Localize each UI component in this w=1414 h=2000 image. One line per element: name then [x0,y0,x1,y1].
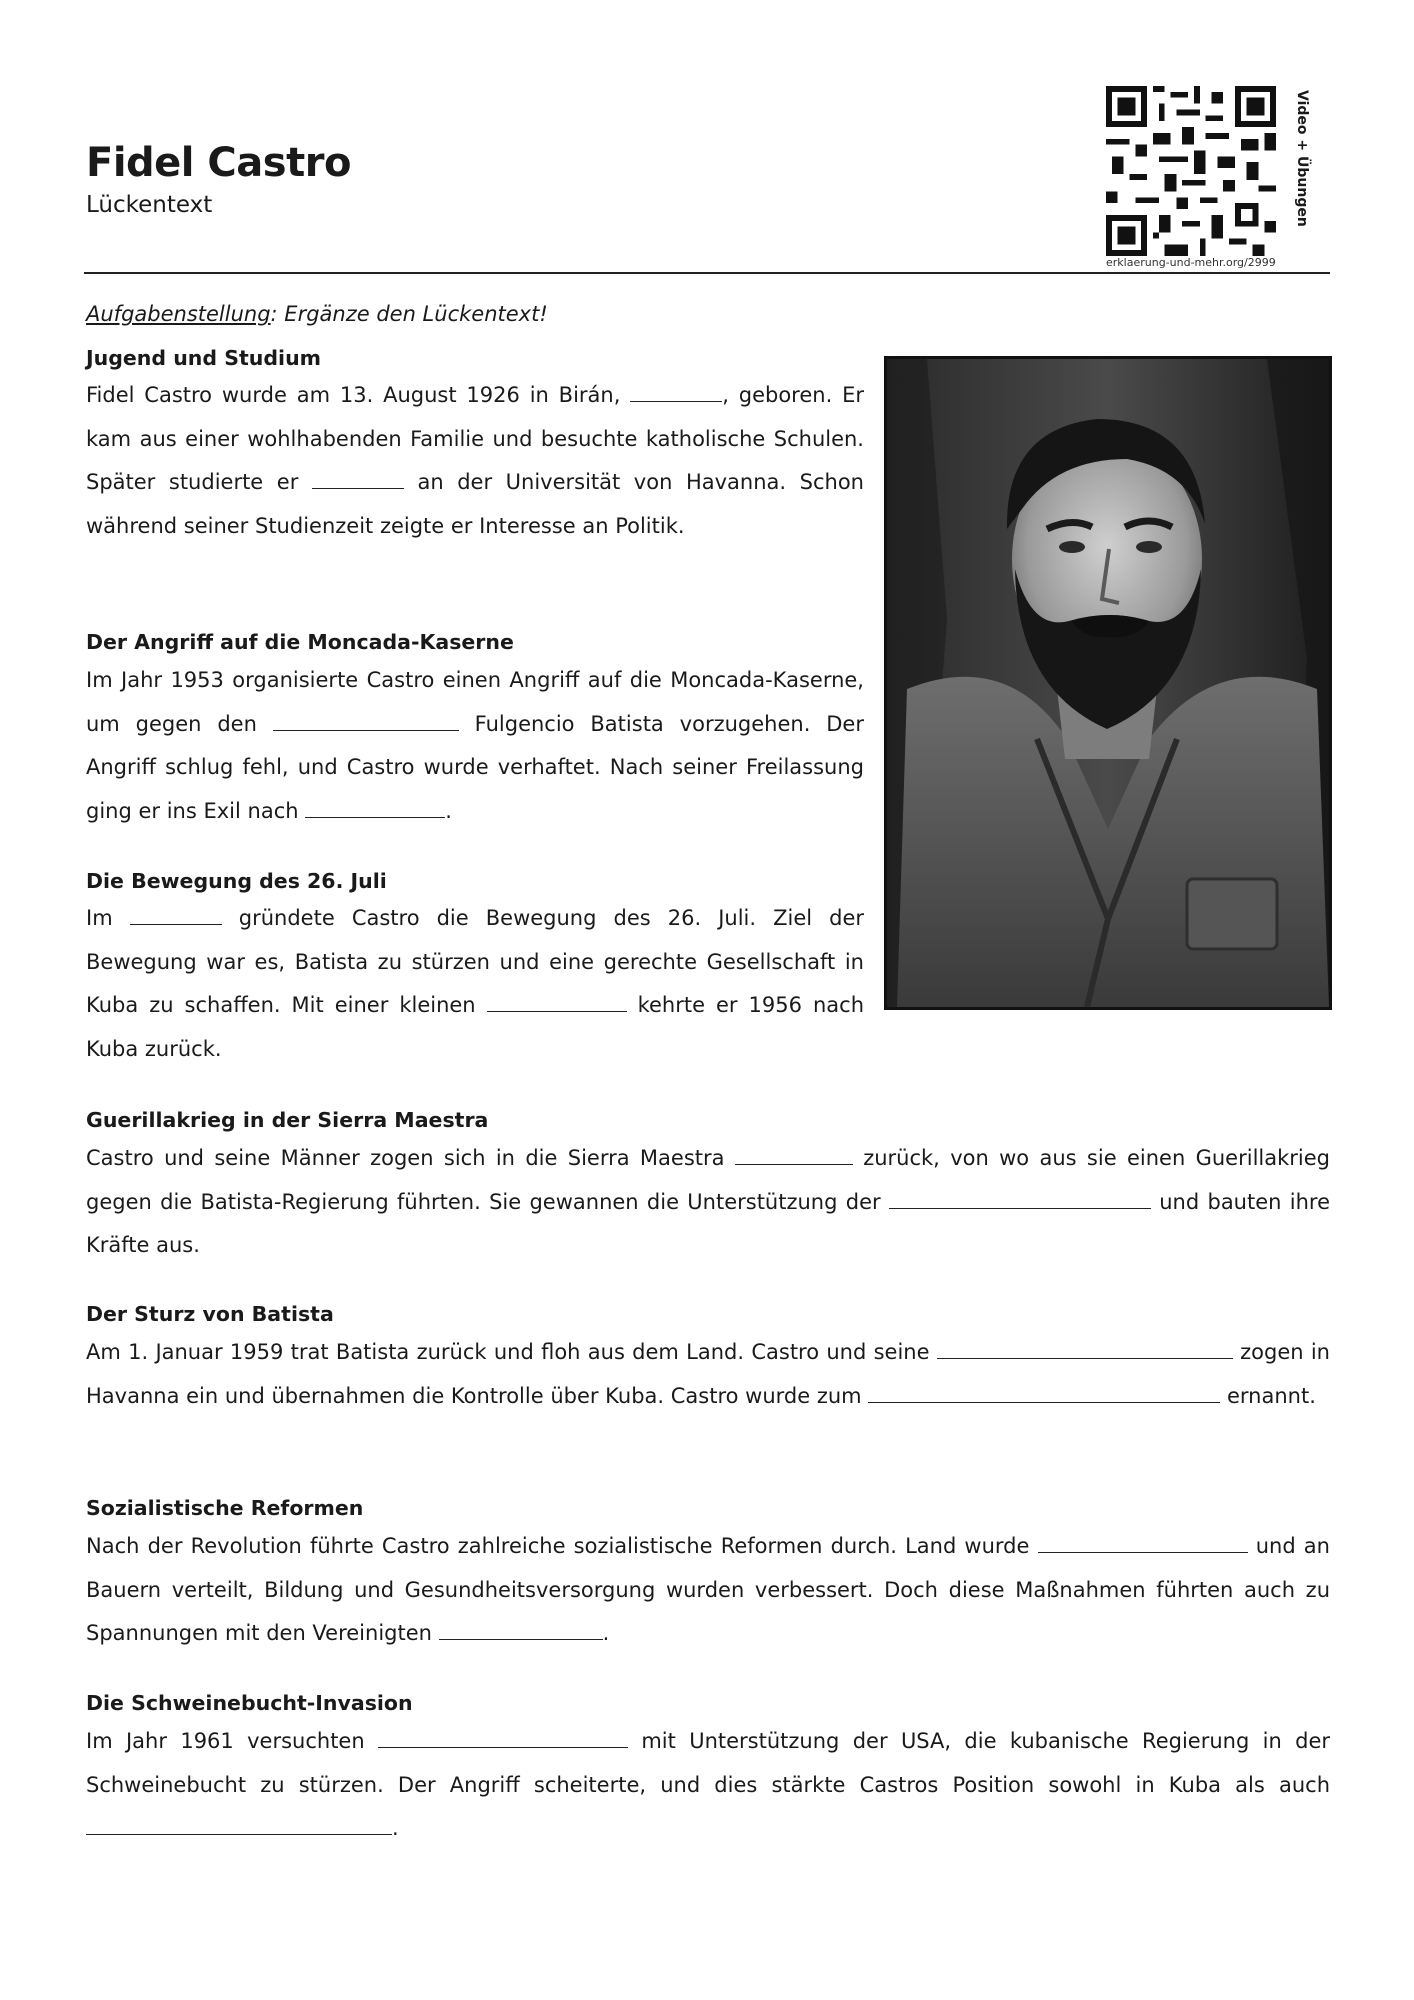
header-divider [84,272,1330,274]
page-subtitle: Lückentext [86,192,213,218]
blank-field[interactable] [937,1338,1233,1359]
qr-code-icon[interactable] [1106,86,1276,256]
section-heading-reformen: Sozialistische Reformen [86,1496,364,1520]
blank-field[interactable] [889,1188,1151,1209]
blank-field[interactable] [630,381,722,402]
section-text-guerillakrieg: Castro und seine Männer zogen sich in die Sierra Maestra zurück, von wo aus sie einen Guerillakrieg gegen die Batista-Regierung führten. Sie gewannen die Unterstützung der und bauten ihre Kräfte aus. [86,1146,1330,1257]
portrait-photo [884,356,1332,1010]
section-heading-bewegung: Die Bewegung des 26. Juli [86,869,387,893]
section-text-sturz: Am 1. Januar 1959 trat Batista zurück und floh aus dem Land. Castro und seine zogen in Havanna ein und übernahmen die Kontrolle über Kuba. Castro wurde zum ernannt. [86,1340,1330,1408]
page-title: Fidel Castro [86,140,351,186]
section-text-reformen: Nach der Revolution führte Castro zahlreiche sozialistische Reformen durch. Land wurde und an Bauern verteilt, Bildung und Gesundheitsversorgung wurden verbessert. Doch diese Maßnahmen führten auch zu Spannungen mit den Vereinigten . [86,1534,1330,1645]
video-side-label: Video + Übungen [1294,90,1310,227]
blank-field[interactable] [868,1382,1220,1403]
section-text-schweinebucht: Im Jahr 1961 versuchten mit Unterstützung der USA, die kubanische Regierung in der Schweinebucht zu stürzen. Der Angriff scheiterte, und dies stärkte Castros Position sowohl in Kuba als auch . [86,1729,1330,1840]
task-label: Aufgabenstellung [86,302,271,326]
blank-field[interactable] [1038,1532,1248,1553]
section-heading-guerillakrieg: Guerillakrieg in der Sierra Maestra [86,1108,489,1132]
section-text-moncada: Im Jahr 1953 organisierte Castro einen Angriff auf die Moncada-Kaserne, um gegen den Fulgencio Batista vorzugehen. Der Angriff schlug fehl, und Castro wurde verhaftet. Nach seiner Freilassung ging er ins Exil nach . [86,668,864,823]
blank-field[interactable] [273,710,459,731]
blank-field[interactable] [378,1727,628,1748]
task-text: : Ergänze den Lückentext! [270,302,548,326]
section-text-jugend: Fidel Castro wurde am 13. August 1926 in Birán, , geboren. Er kam aus einer wohlhabenden Familie und besuchte katholische Schulen. Später studierte er an der Universität von Havanna. Schon während seiner Studienzeit zeigte er Interesse an Politik. [86,383,864,538]
blank-field[interactable] [130,904,222,925]
section-heading-moncada: Der Angriff auf die Moncada-Kaserne [86,630,514,654]
blank-field[interactable] [487,991,627,1012]
section-heading-jugend: Jugend und Studium [86,346,322,370]
section-text-bewegung: Im gründete Castro die Bewegung des 26. Juli. Ziel der Bewegung war es, Batista zu stürzen und eine gerechte Gesellschaft in Kuba zu schaffen. Mit einer kleinen kehrte er 1956 nach Kuba zurück. [86,906,865,1061]
blank-field[interactable] [735,1144,853,1165]
blank-field[interactable] [439,1619,603,1640]
blank-field[interactable] [312,468,404,489]
blank-field[interactable] [86,1814,392,1835]
qr-caption: erklaerung-und-mehr.org/2999 [1106,256,1276,269]
section-heading-sturz: Der Sturz von Batista [86,1302,334,1326]
task-instruction [86,302,548,326]
section-heading-schweinebucht: Die Schweinebucht-Invasion [86,1691,413,1715]
blank-field[interactable] [305,797,445,818]
